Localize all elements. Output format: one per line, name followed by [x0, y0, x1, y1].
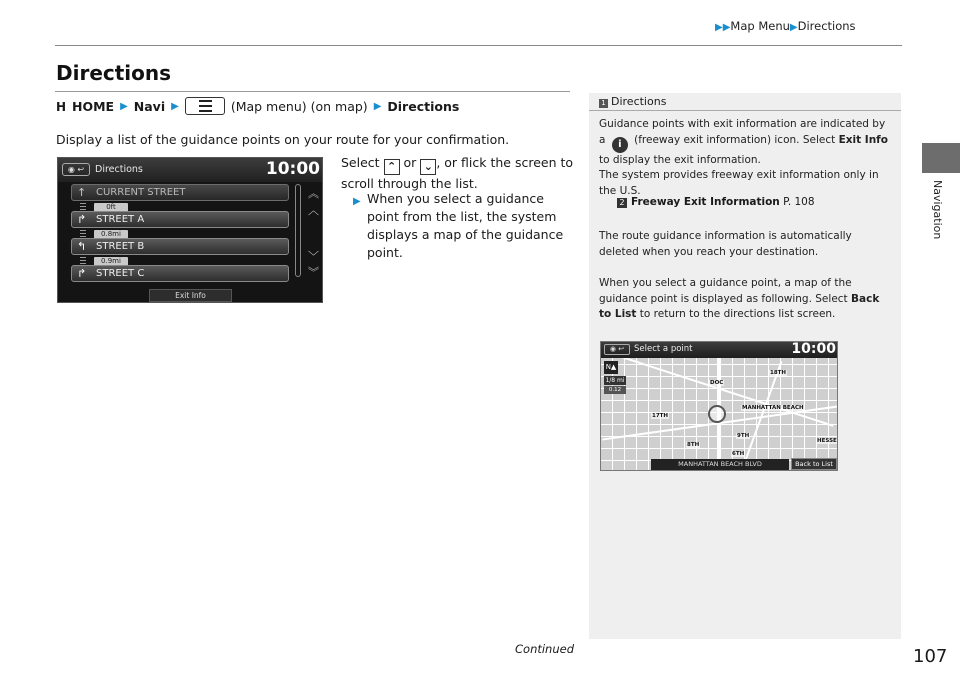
side-tab-label: Navigation	[931, 180, 944, 240]
voice-back-icon[interactable]: ◉ ↩	[604, 344, 630, 355]
header-divider	[55, 45, 902, 46]
voice-back-icon[interactable]: ◉ ↩	[62, 163, 90, 176]
note-paragraph: Guidance points with exit information are indicated by a i (freeway exit information) icon. Select Exit Info to display the exit information. The system provides freeway exit information only in the U.S.	[599, 118, 888, 197]
map-scale[interactable]: 1/8 mi	[605, 377, 625, 384]
up-arrow-icon: ↑	[77, 186, 87, 199]
path-menu-desc: (Map menu) (on map)	[230, 98, 368, 114]
back-to-list-button[interactable]: Back to List	[791, 458, 837, 470]
select-instruction: Select ⌃ or ⌄ , or flick the screen to scroll through the list.	[341, 155, 574, 191]
distance-badge: 0.8mi	[94, 230, 128, 239]
list-item[interactable]: ↑ CURRENT STREET	[71, 184, 289, 201]
cross-reference[interactable]: 2 Freeway Exit Information P. 108	[617, 196, 815, 208]
screen-title: Directions	[95, 164, 143, 175]
description: Display a list of the guidance points on your route for your confirmation.	[56, 132, 510, 147]
turn-left-icon: ↰	[77, 240, 87, 253]
reference-arrow-icon: 2	[617, 198, 627, 208]
list-item[interactable]: ↰ STREET B	[71, 238, 289, 255]
distance-badge: 0ft	[94, 203, 128, 212]
breadcrumb-item-directions[interactable]: Directions	[797, 19, 856, 33]
triangle-icon: ▶	[353, 196, 361, 207]
chevron-up-icon[interactable]: ︿	[308, 204, 319, 217]
page-down-icon[interactable]: ︾	[308, 266, 319, 279]
page-number: 107	[913, 646, 948, 667]
turn-right-icon: ↱	[77, 213, 87, 226]
triangle-icon: ▶	[373, 100, 382, 112]
compass-icon[interactable]: N▲	[604, 361, 618, 374]
map-menu-icon	[185, 97, 225, 115]
page-up-icon[interactable]: ︽	[308, 187, 319, 200]
distance-badge: 0.9mi	[94, 257, 128, 266]
title-divider	[55, 91, 570, 92]
guidance-point-marker	[708, 405, 726, 423]
side-tab	[922, 143, 960, 173]
map-street-label: DOC	[710, 380, 724, 386]
screen-clock: 10:00	[265, 159, 320, 179]
path-target: Directions	[387, 98, 460, 114]
scroll-up-icon: ⌃	[384, 159, 400, 175]
freeway-exit-info-icon: i	[612, 137, 628, 153]
map-header	[601, 342, 838, 358]
map-street-label: 8TH	[687, 442, 700, 448]
triangle-icon: ▶	[789, 22, 798, 33]
map-screen	[600, 341, 838, 471]
note-marker-icon: 1	[599, 99, 608, 108]
map-scale-alt: 0.12	[604, 386, 626, 394]
triangle-icon: ▶	[120, 100, 128, 112]
turn-right-icon: ↱	[77, 267, 87, 280]
map-street-label: 17TH	[652, 413, 669, 419]
triangle-icon: ▶▶	[715, 22, 731, 33]
sub-step: ▶ When you select a guidance point from the list, the system displays a map of the guidance point.	[353, 191, 564, 260]
triangle-icon: ▶	[171, 100, 179, 112]
directions-screen	[57, 157, 323, 303]
map-current-street: MANHATTAN BEACH BLVD	[651, 459, 789, 470]
path-navi: Navi	[133, 98, 166, 114]
scroll-down-icon: ⌄	[420, 159, 436, 175]
path-home: HOME	[72, 98, 115, 114]
page-title: Directions	[56, 61, 172, 85]
breadcrumb-item-map-menu[interactable]: Map Menu	[730, 19, 790, 33]
scrollbar[interactable]	[295, 184, 301, 277]
map-street-label: 6TH	[732, 451, 745, 457]
map-clock: 10:00	[791, 341, 836, 357]
exit-info-button[interactable]: Exit Info	[149, 289, 232, 302]
home-icon: H	[56, 100, 67, 114]
map-street-label: HESSE	[817, 438, 837, 444]
breadcrumb	[715, 19, 856, 33]
list-item[interactable]: ↱ STREET A	[71, 211, 289, 228]
map-title: Select a point	[634, 344, 693, 354]
screen-header	[58, 158, 323, 182]
map-street-label: 9TH	[737, 433, 750, 439]
chevron-down-icon[interactable]: ﹀	[308, 250, 319, 263]
continued-label: Continued	[515, 642, 575, 656]
note-paragraph: When you select a guidance point, a map of the guidance point is displayed as following. Select Back to List to return to the directions list screen.	[599, 277, 880, 320]
sidebar-heading: 1 Directions	[589, 93, 901, 111]
map-street-label: 18TH	[770, 370, 787, 376]
map-street-label: MANHATTAN BEACH	[742, 405, 804, 411]
note-paragraph: The route guidance information is automatically deleted when you reach your destination.	[599, 230, 852, 258]
navigation-path	[56, 97, 459, 115]
list-item[interactable]: ↱ STREET C	[71, 265, 289, 282]
